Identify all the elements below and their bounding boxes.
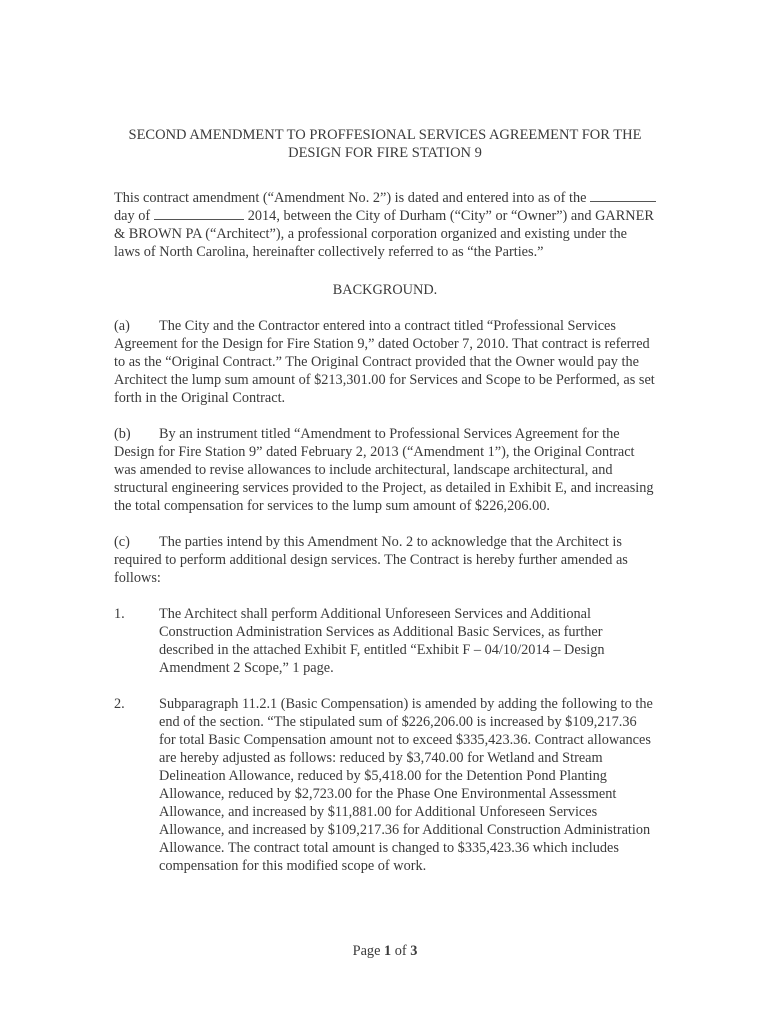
footer-total-pages: 3 <box>410 943 418 959</box>
blank-month-line <box>154 207 244 220</box>
footer-prefix: Page <box>352 943 384 959</box>
paragraph-a-text: The City and the Contractor entered into a contract titled “Professional Services Agreement for the Design for Fire Station 9,” dated October 7, 2010. That contract is referred to as the “Original Contract.” The Original Contract provided that the Owner would pay the Architect the lump sum amount of $213,301.00 for Services and Scope to be Performed, as set forth in the Original Contract. <box>114 318 655 406</box>
title-line-1: SECOND AMENDMENT TO PROFFESIONAL SERVICES AGREEMENT FOR THE <box>128 127 642 143</box>
paragraph-b-text: By an instrument titled “Amendment to Professional Services Agreement for the Design for Fire Station 9” dated February 2, 2013 (“Amendment 1”), the Original Contract was amended to revise allowances to include architectural, landscape architectural, and structural engineering services provided to the Project, as detailed in Exhibit E, and increasing the total compensation for services to the lump sum amount of $226,206.00. <box>114 426 654 514</box>
footer-middle: of <box>391 943 411 959</box>
list-item-2-number: 2. <box>114 696 125 712</box>
list-item-1 <box>114 605 656 677</box>
paragraph-b <box>114 425 656 515</box>
intro-text-3: 2014, between the City of Durham (“City” or “Owner”) and GARNER & BROWN PA (“Architect”), a professional corporation organized and existing under the laws of North Carolina, hereinafter collectively referred to as “the Parties.” <box>114 208 654 260</box>
document-title <box>114 126 656 162</box>
paragraph-c-text: The parties intend by this Amendment No. 2 to acknowledge that the Architect is required to perform additional design services. The Contract is hereby further amended as follows: <box>114 534 628 586</box>
list-item-1-text: The Architect shall perform Additional Unforeseen Services and Additional Construction Administration Services as Additional Basic Services, as further described in the attached Exhibit F, entitled “Exhibit F – 04/10/2014 – Design Amendment 2 Scope,” 1 page. <box>159 606 605 676</box>
list-item-2-text: Subparagraph 11.2.1 (Basic Compensation) is amended by adding the following to the end of the section. “The stipulated sum of $226,206.00 is increased by $109,217.36 for total Basic Compensation amount not to exceed $335,423.36. Contract allowances are hereby adjusted as follows: reduced by $3,740.00 for Wetland and Stream Delineation Allowance, reduced by $5,418.00 for the Detention Pond Planting Allowance, reduced by $2,723.00 for the Phase One Environmental Assessment Allowance, and increased by $11,881.00 for Additional Unforeseen Services Allowance, and increased by $109,217.36 for Additional Construction Administration Allowance. The contract total amount is changed to $335,423.36 which includes compensation for this modified scope of work. <box>159 696 653 874</box>
paragraph-a-label: (a) <box>114 318 130 334</box>
list-item-1-number: 1. <box>114 606 125 622</box>
paragraph-c-label: (c) <box>114 534 130 550</box>
page-footer <box>0 942 770 960</box>
list-item-2 <box>114 695 656 875</box>
blank-day-line <box>590 189 656 202</box>
background-heading: BACKGROUND. <box>332 282 438 298</box>
footer-current-page: 1 <box>384 943 392 959</box>
intro-text-2: day of <box>114 208 151 224</box>
intro-paragraph <box>114 189 656 261</box>
paragraph-b-label: (b) <box>114 426 131 442</box>
intro-text-1: This contract amendment (“Amendment No. 2”) is dated and entered into as of the <box>114 190 587 206</box>
paragraph-a <box>114 317 656 407</box>
title-line-2: DESIGN FOR FIRE STATION 9 <box>288 145 482 161</box>
paragraph-c <box>114 533 656 587</box>
